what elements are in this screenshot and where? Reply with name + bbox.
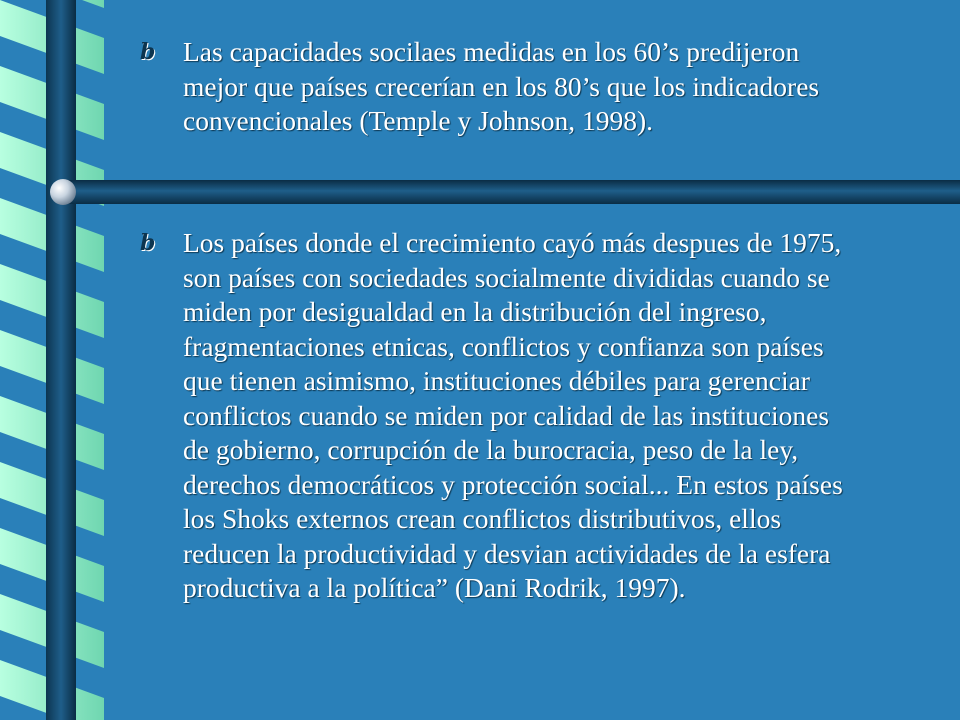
knob-icon bbox=[50, 179, 76, 205]
bullet-item-1 bbox=[140, 35, 850, 139]
vertical-bar bbox=[46, 0, 76, 720]
bullet-marker-icon: b bbox=[140, 39, 156, 65]
bullet-item-2 bbox=[140, 226, 850, 606]
horizontal-bar bbox=[62, 180, 960, 204]
bullet-text-2: Los países donde el crecimiento cayó más despues de 1975, son países con sociedades socialmente divididas cuando se miden por desigualdad en la distribución del ingreso, fragmentaciones etnicas, conflictos y confianza son países que tienen asimismo, instituciones débiles para gerenciar conflictos cuando se miden por calidad de las instituciones de gobierno, corrupción de la burocracia, peso de la ley, derechos democráticos y protección social... En estos países los Shoks externos crean conflictos distributivos, ellos reducen la productividad y desvian actividades de la esfera productiva a la política” (Dani Rodrik, 1997). bbox=[183, 227, 843, 603]
bullet-marker-icon: b bbox=[140, 230, 156, 256]
bullet-text-1: Las capacidades socilaes medidas en los 60’s predijeron mejor que países crecerían en los 80’s que los indicadores convencionales (Temple y Johnson, 1998). bbox=[183, 36, 820, 136]
